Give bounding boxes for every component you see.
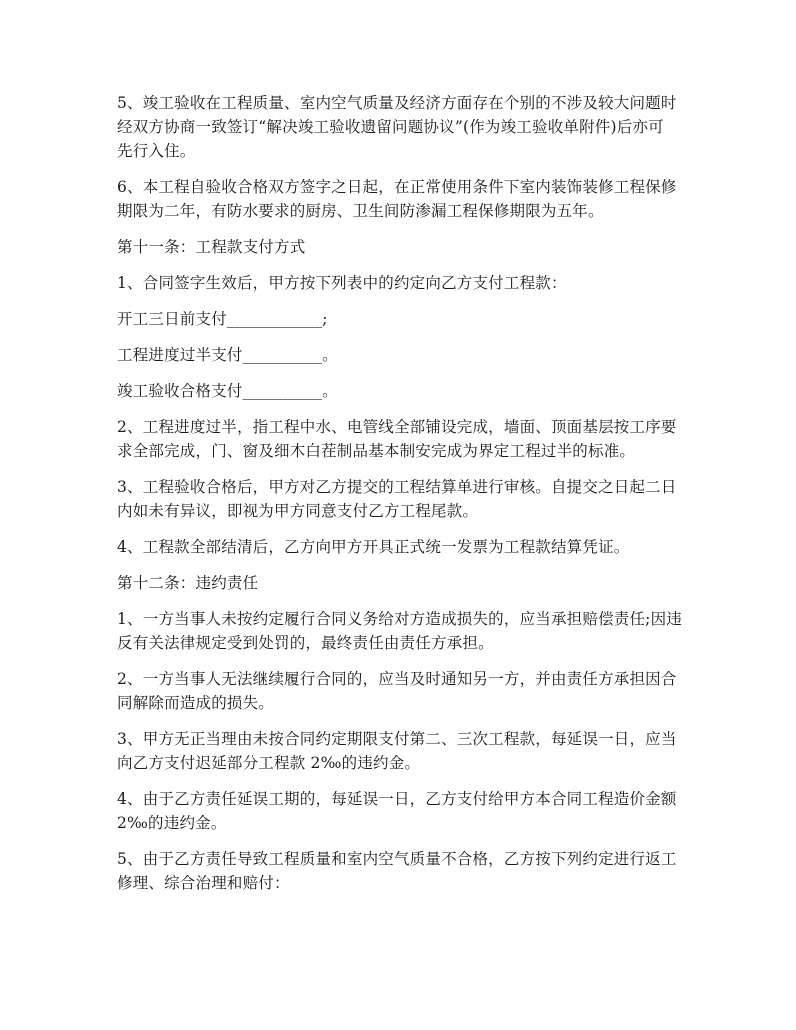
text-line: 经双方协商一致签订“解决竣工验收遗留问题协议”(作为竣工验收单附件)后亦可 xyxy=(117,118,664,136)
text-line: 开工三日前支付____________; xyxy=(117,310,328,328)
document-page xyxy=(117,91,683,907)
text-line: 1、合同签字生效后，甲方按下列表中的约定向乙方支付工程款： xyxy=(117,274,567,292)
text-line: 2‰的违约金。 xyxy=(117,814,227,832)
paragraph-liability-3 xyxy=(117,727,683,775)
text-line: 求全部完成，门、窗及细木白茬制品基本制安完成为界定工程过半的标准。 xyxy=(117,442,636,460)
text-line: 4、工程款全部结清后，乙方向甲方开具正式统一发票为工程款结算凭证。 xyxy=(117,538,630,556)
text-line: 6、本工程自验收合格双方签字之日起，在正常使用条件下室内装饰装修工程保修 xyxy=(117,178,677,196)
heading-article-12 xyxy=(117,571,683,595)
text-line: 向乙方支付迟延部分工程款 2‰的违约金。 xyxy=(117,754,421,772)
paragraph-liability-1 xyxy=(117,607,683,655)
paragraph-liability-2 xyxy=(117,667,683,715)
text-line: 工程进度过半支付__________。 xyxy=(117,346,338,364)
text-line: 2、一方当事人无法继续履行合同的，应当及时通知另一方，并由责任方承担因合 xyxy=(117,670,677,688)
text-line: 先行入住。 xyxy=(117,142,196,160)
text-line: 4、由于乙方责任延误工期的，每延误一日，乙方支付给甲方本合同工程造价金额 xyxy=(117,790,677,808)
text-line: 反有关法律规定受到处罚的，最终责任由责任方承担。 xyxy=(117,634,494,652)
text-line: 3、甲方无正当理由未按合同约定期限支付第二、三次工程款，每延误一日，应当 xyxy=(117,730,677,748)
paragraph-payment-3 xyxy=(117,475,683,523)
text-line: 2、工程进度过半，指工程中水、电管线全部铺设完成，墙面、顶面基层按工序要 xyxy=(117,418,677,436)
paragraph-payment-2 xyxy=(117,415,683,463)
paragraph-warranty-6 xyxy=(117,175,683,223)
text-line: 5、竣工验收在工程质量、室内空气质量及经济方面存在个别的不涉及较大问题时 xyxy=(117,94,677,112)
text-line: 第十一条：工程款支付方式 xyxy=(117,238,306,256)
payment-before-start xyxy=(117,307,683,331)
payment-halfway xyxy=(117,343,683,367)
text-line: 1、一方当事人未按约定履行合同义务给对方造成损失的，应当承担赔偿责任;因违 xyxy=(117,610,682,628)
text-line: 竣工验收合格支付__________。 xyxy=(117,382,338,400)
text-line: 3、工程验收合格后，甲方对乙方提交的工程结算单进行审核。自提交之日起二日 xyxy=(117,478,677,496)
text-line: 5、由于乙方责任导致工程质量和室内空气质量不合格，乙方按下列约定进行返工 xyxy=(117,850,677,868)
text-line: 期限为二年，有防水要求的厨房、卫生间防渗漏工程保修期限为五年。 xyxy=(117,202,604,220)
paragraph-liability-4 xyxy=(117,787,683,835)
paragraph-payment-1 xyxy=(117,271,683,295)
text-line: 第十二条：违约责任 xyxy=(117,574,259,592)
text-line: 同解除而造成的损失。 xyxy=(117,694,275,712)
payment-on-acceptance xyxy=(117,379,683,403)
text-line: 内如未有异议，即视为甲方同意支付乙方工程尾款。 xyxy=(117,502,479,520)
paragraph-payment-4 xyxy=(117,535,683,559)
text-line: 修理、综合治理和赔付： xyxy=(117,874,290,892)
paragraph-liability-5 xyxy=(117,847,683,895)
heading-article-11 xyxy=(117,235,683,259)
paragraph-acceptance-5 xyxy=(117,91,683,163)
